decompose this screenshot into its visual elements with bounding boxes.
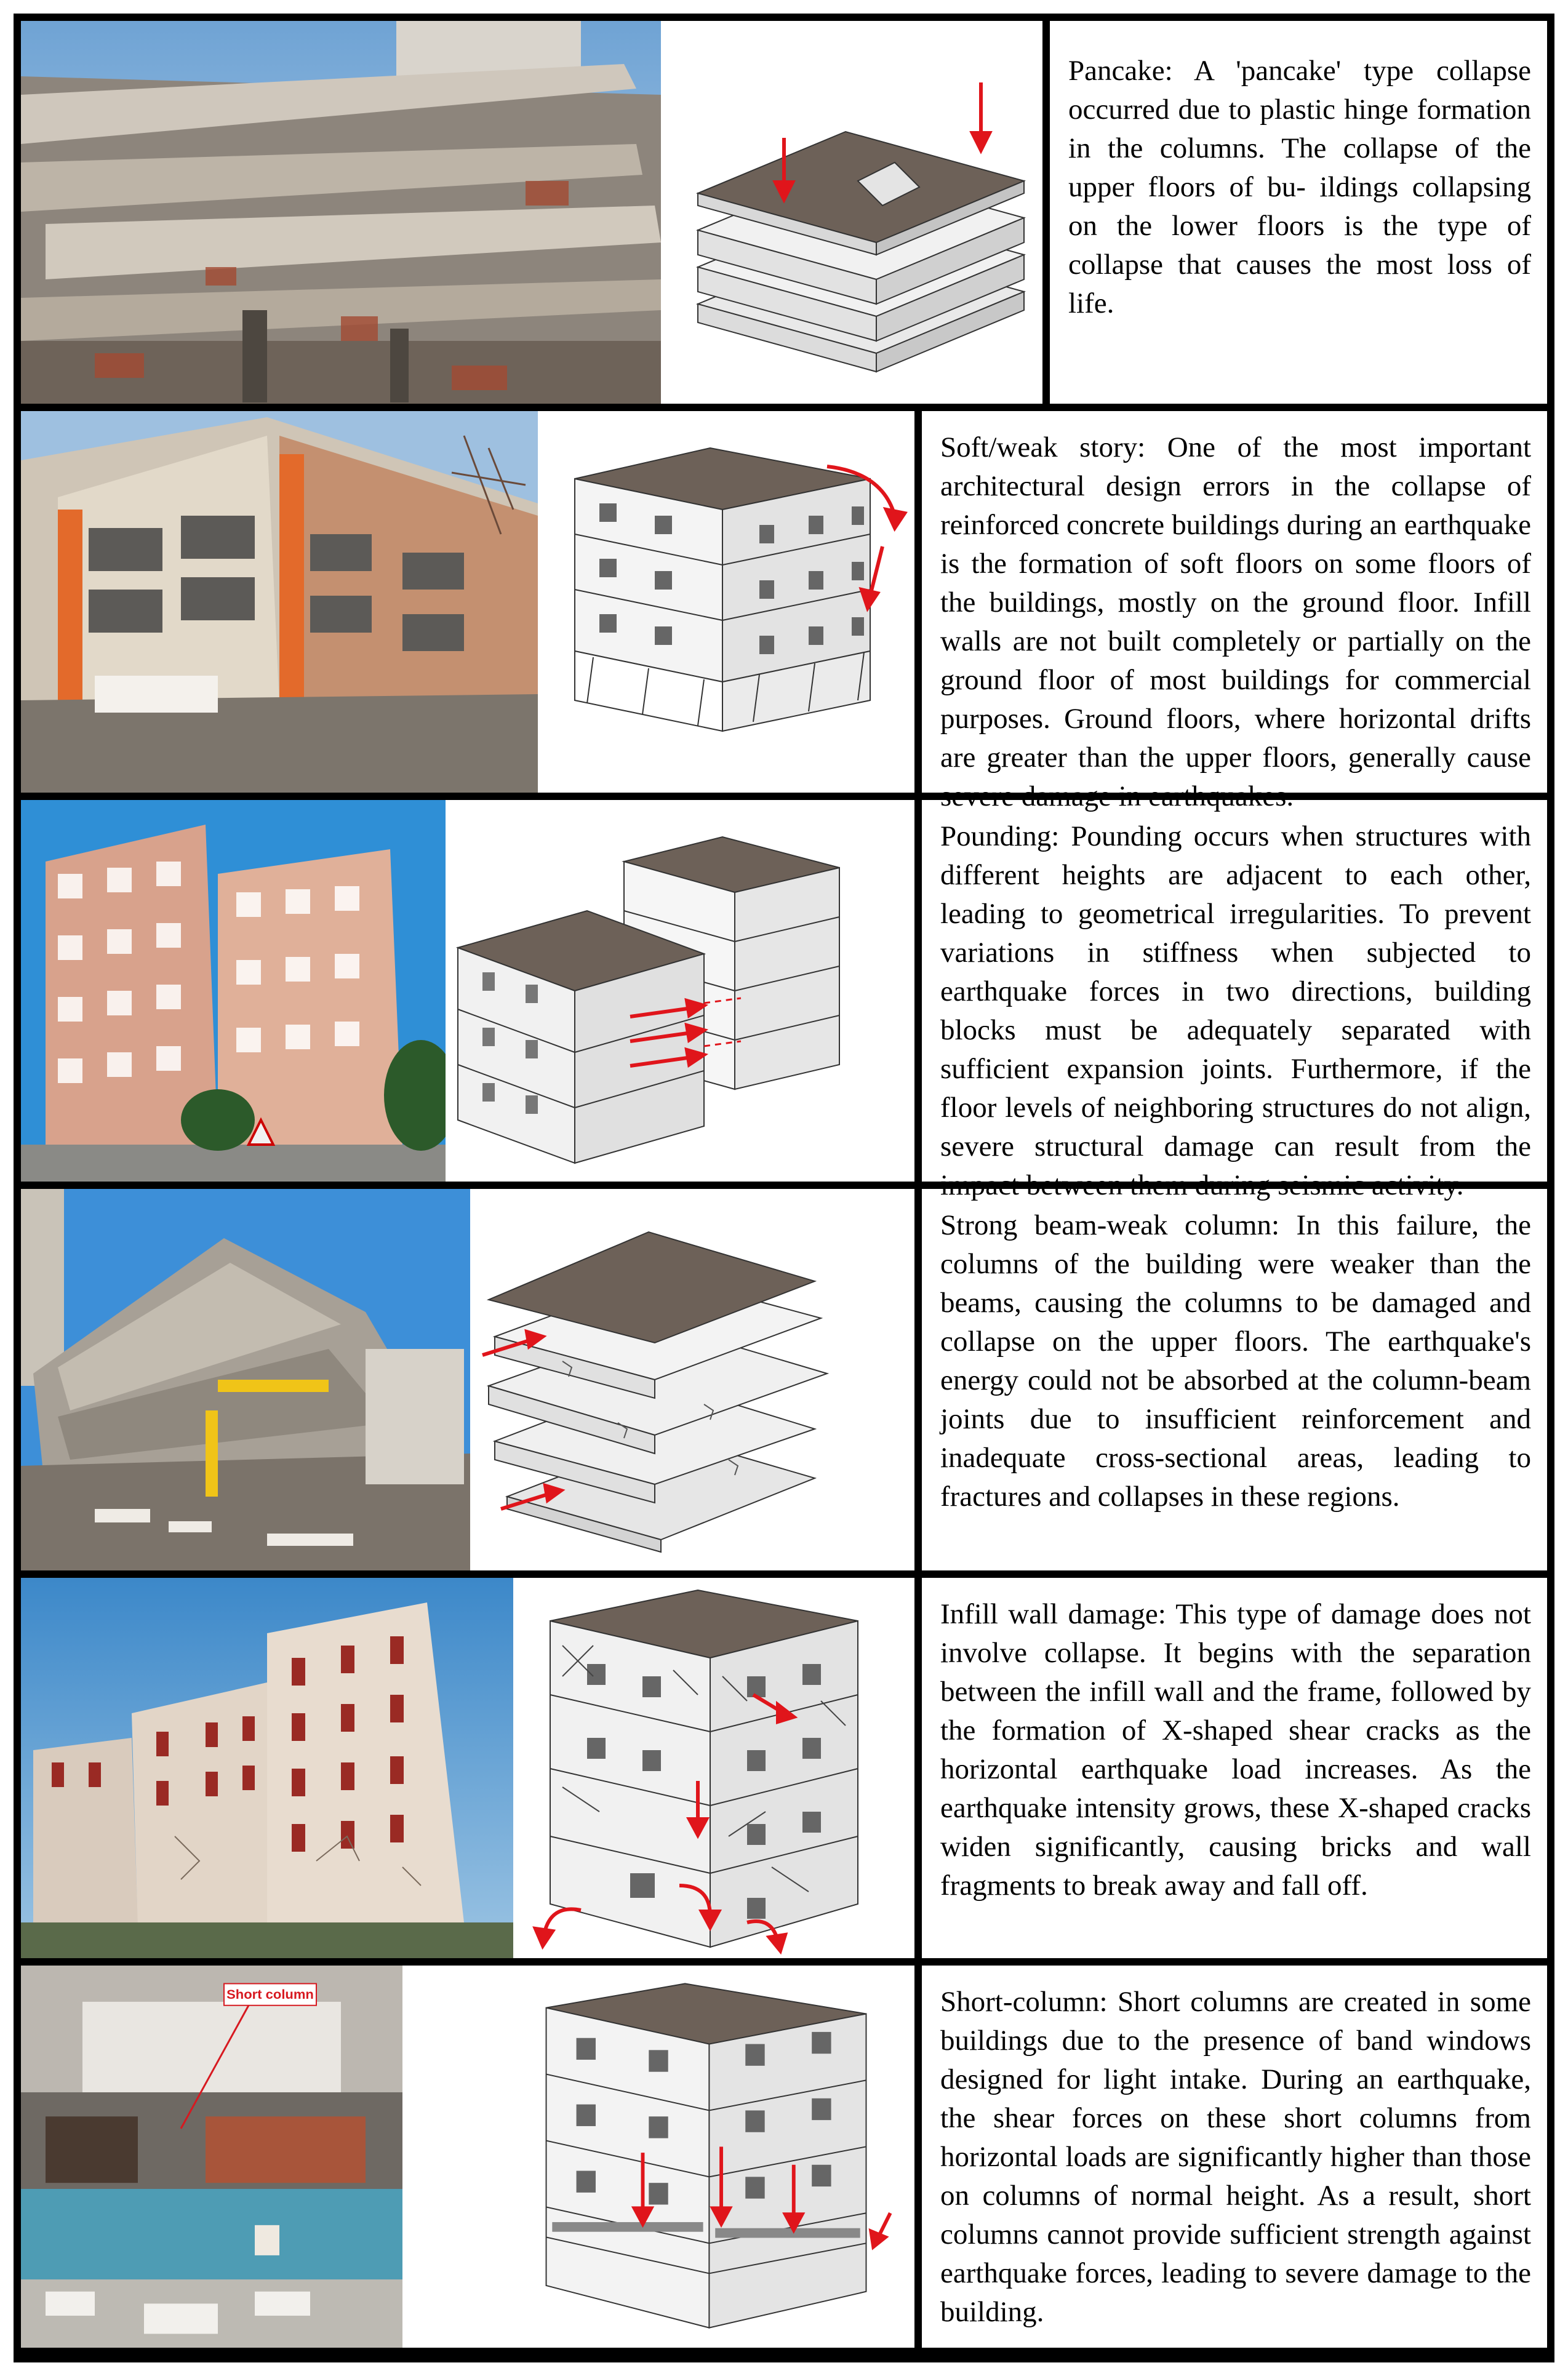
- panel-soft-story: [21, 411, 1547, 812]
- short-column-photo: [21, 1966, 402, 2348]
- soft-story-divider: [914, 411, 922, 793]
- infill-wall-damage-description: Infill wall damage: This type of damage does not involve collapse. It begins with the separation between the infill wall and the frame, followed by the formation of X-shaped shear cracks as the horizontal earthquake load increases. As the earthquake intensity grows, these X-shaped cracks widen significantly, causing bricks and wall fragments to break away and fall off.: [940, 1598, 1531, 1902]
- panel-strong-beam-weak-column: [21, 1189, 1547, 1578]
- short-column-description: Short-column: Short columns are created in some buildings due to the presence of band windows designed for light intake. During an earthquake, the shear forces on these short columns from horizontal loads are significantly higher than those on columns of normal height. As a result, short columns cannot provide sufficient strength against earthquake forces, leading to severe damage to the building.: [940, 1986, 1531, 2328]
- strong-beam-weak-column-divider: [914, 1189, 922, 1570]
- soft-story-diagram: [538, 411, 914, 793]
- panel-infill-wall-damage: [21, 1578, 1547, 1966]
- short-column-diagram: [402, 1966, 914, 2348]
- soft-story-description: Soft/weak story: One of the most important architectural design errors in the collapse of reinforced concrete buildings during an earthquake is the formation of soft floors on some floors of the buildings, mostly on the ground floor. Infill walls are not built completely or partially on the ground floor of most buildings for commercial purposes. Ground floors, where horizontal drifts are greater than the upper floors, generally cause severe damage in earthquakes.: [940, 431, 1531, 812]
- strong-beam-weak-column-description: Strong beam-weak column: In this failure, the columns of the building were weaker than the beams, causing the columns to be damaged and collapse on the upper floors. The earthquake's energy could not be absorbed at the column-beam joints due to insufficient reinforcement and inadequate cross-sectional areas, leading to fractures and collapses in these regions.: [940, 1209, 1531, 1513]
- infill-wall-damage-divider: [914, 1578, 922, 1958]
- infill-wall-damage-photo: [21, 1578, 513, 1958]
- pounding-divider: [914, 800, 922, 1182]
- strong-beam-weak-column-diagram: [470, 1189, 914, 1570]
- pancake-divider: [1042, 21, 1050, 404]
- infill-wall-damage-diagram: [513, 1578, 914, 1958]
- strong-beam-weak-column-photo: [21, 1189, 470, 1570]
- short-column-divider: [914, 1966, 922, 2348]
- pounding-photo: [21, 800, 446, 1182]
- pancake-photo: [21, 21, 661, 404]
- pancake-description: Pancake: A 'pancake' type collapse occurred due to plastic hinge formation in the columns. The collapse of the upper floors of bu- ildings collapsing on the lower floors is the type of collapse that causes the most loss of life.: [1068, 55, 1531, 319]
- pounding-diagram: [446, 800, 914, 1182]
- short-column-photo-label: Short column: [226, 1986, 314, 2002]
- pancake-diagram: [661, 21, 1042, 404]
- pounding-description: Pounding: Pounding occurs when structures with different heights are adjacent to each other, leading to geometrical irregularities. To prevent variations in stiffness when subjected to earthquake forces in two directions, building blocks must be adequately separated with sufficient expansion joints. Furthermore, if the floor levels of neighboring structures do not align, severe structural damage can result from the impact between them during seismic activity.: [940, 820, 1531, 1201]
- soft-story-photo: [21, 411, 538, 793]
- panel-short-column: [21, 1966, 1547, 2355]
- panel-pancake: [21, 21, 1547, 411]
- panel-pounding: [21, 800, 1547, 1201]
